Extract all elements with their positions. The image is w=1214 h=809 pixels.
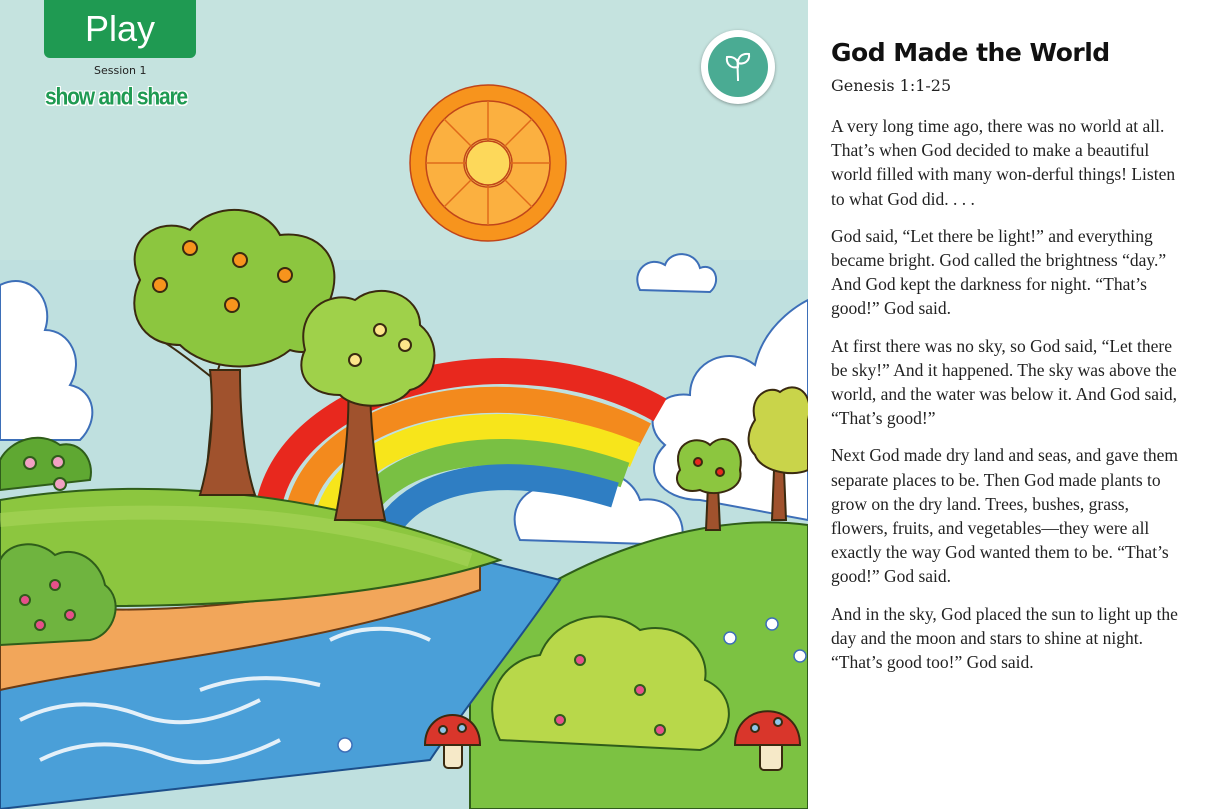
play-tab: Play: [44, 0, 196, 58]
story-paragraph: At first there was no sky, so God said, “Let there be sky!” And it happened. The sky was above the world, and the water was below it. And God said, “That’s good!”: [831, 335, 1178, 429]
sun: [410, 85, 566, 241]
story-paragraph: And in the sky, God placed the sun to light up the day and the moon and stars to shine at night. “That’s good too!” God said.: [831, 603, 1178, 673]
sprout-icon: [718, 47, 758, 87]
sprout-badge: [701, 30, 775, 104]
story-paragraph: Next God made dry land and seas, and gave them separate places to be. Then God made plants to grow on the dry land. Trees, bushes, grass, flowers, fruits, and vegetables—they were all exactly the way God wanted them to be. “That’s good!” God said.: [831, 445, 1178, 587]
session-label: Session 1: [94, 64, 147, 77]
story-body: [831, 114, 1181, 687]
scripture-reference: Genesis 1:1-25: [831, 76, 952, 95]
story-paragraph: God said, “Let there be light!” and everything became bright. God called the brightness “day.” And God kept the darkness for night. “That’s good!” God said.: [831, 225, 1167, 319]
story-paragraph: A very long time ago, there was no world at all. That’s when God decided to make a beautiful world filled with many won-derful things! Listen to what God did. . . .: [831, 116, 1176, 209]
activity-label: show and share: [45, 84, 187, 111]
story-title: God Made the World: [831, 38, 1110, 67]
